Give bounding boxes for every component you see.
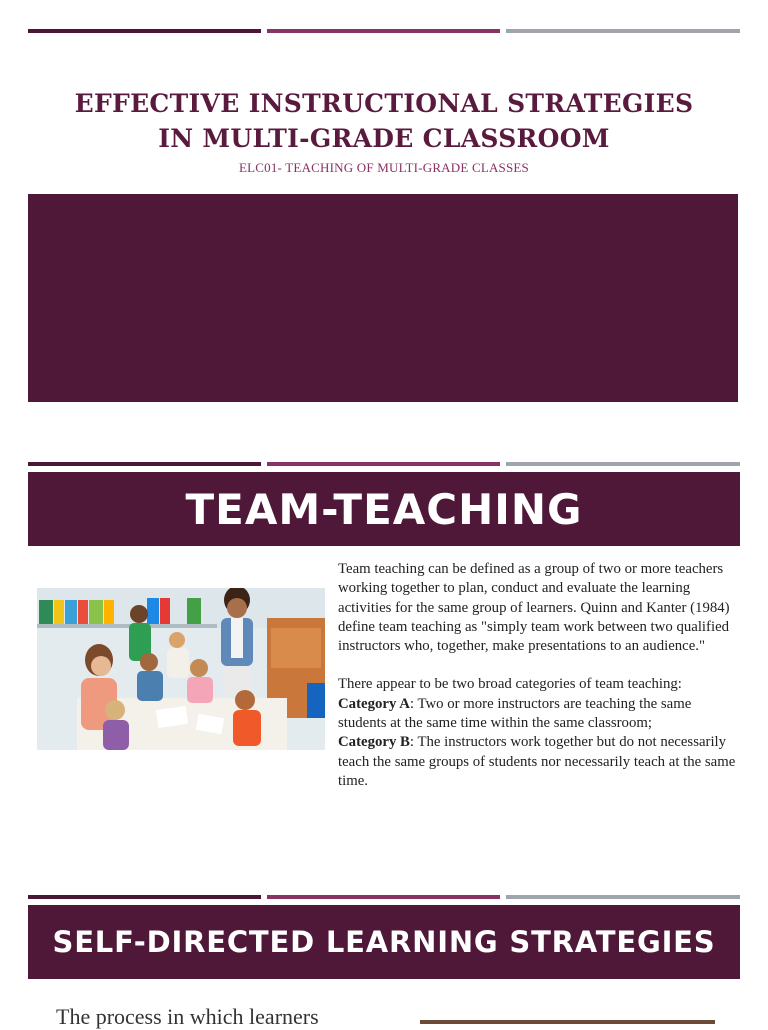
- category-b-text: : The instructors work together but do not necessarily teach the same groups of students nor necessarily teach at the same time.: [338, 734, 736, 789]
- slide2-top-rule: [28, 462, 740, 466]
- slide3-heading: SELF-DIRECTED LEARNING STRATEGIES: [52, 925, 716, 959]
- team-teaching-categories-intro: There appear to be two broad categories of team teaching:: [338, 676, 682, 693]
- slide1-top-rule: [28, 29, 740, 33]
- team-teaching-definition: Team teaching can be defined as a group of two or more teachers working together to plan, conduct and evaluate the learning activities for the same group of learners. Quinn and Kanter (1984) define team teaching as "simply team work between two qualified instructors who, together, make presentations to an audience.": [338, 561, 730, 655]
- category-b: [338, 733, 743, 791]
- slide1-subtitle: ELC01- TEACHING OF MULTI-GRADE CLASSES: [238, 160, 529, 175]
- slide1-title-line1: EFFECTIVE INSTRUCTIONAL STRATEGIES: [74, 89, 694, 118]
- slide3-heading-banner: [28, 905, 740, 979]
- slide3-body-text: The process in which learners: [56, 1004, 319, 1029]
- category-a-text: : Two or more instructors are teaching the same students at the same time within the same classroom;: [338, 695, 692, 732]
- team-teaching-text: [338, 560, 743, 791]
- slide3-top-rule: [28, 895, 740, 899]
- slide1-color-block: [28, 194, 738, 402]
- slide2-heading: TEAM-TEACHING: [185, 484, 583, 534]
- slide1-title-line2: IN MULTI-GRADE CLASSROOM: [158, 124, 610, 153]
- classroom-photo: [37, 588, 325, 750]
- category-b-label: Category B: [338, 734, 410, 751]
- slide3-photo: [420, 1020, 715, 1024]
- slide1-title: [28, 86, 740, 156]
- category-a: [338, 695, 743, 734]
- category-a-label: Category A: [338, 695, 410, 712]
- slide2-heading-banner: [28, 472, 740, 546]
